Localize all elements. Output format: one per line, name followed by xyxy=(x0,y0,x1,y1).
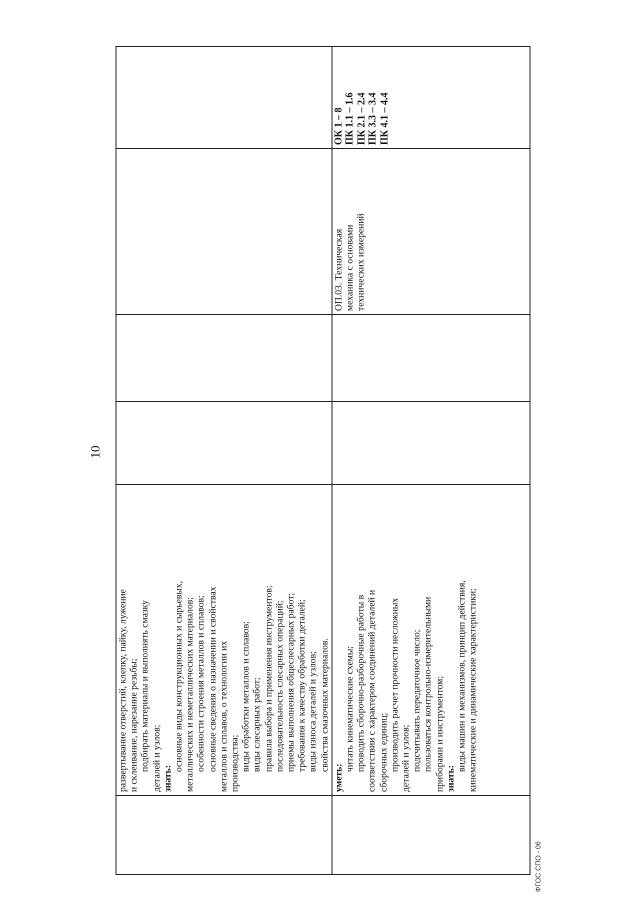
competency-code: ПК 1.1 – 1.6 xyxy=(344,92,356,145)
text-line: производства; xyxy=(229,734,241,792)
text-line: производить расчет прочности несложных xyxy=(389,597,401,772)
text-line: металлических и неметаллических материалов; xyxy=(184,597,196,792)
discipline-line: технических измерений xyxy=(355,213,367,311)
text-line: подсчитывать передаточное число; xyxy=(411,629,423,772)
discipline-line: механика с основами xyxy=(344,224,356,311)
competency-code: ПК 2.1 – 2.4 xyxy=(356,92,368,145)
text-line: виды машин и механизмов, принцип действия, xyxy=(456,580,468,772)
text-line: свойства смазочных материалов. xyxy=(319,638,331,772)
competency-code: ПК 3.3 – 3.4 xyxy=(367,92,379,145)
text-line: и склеивание, нарезание резьбы; xyxy=(128,658,140,792)
table-cell-empty xyxy=(116,315,332,402)
table-row xyxy=(332,47,530,875)
table-cell-empty xyxy=(116,47,332,149)
table-cell-requirements xyxy=(116,485,332,796)
footer-label: ФГОС СПО - 06 xyxy=(535,841,543,892)
table-cell-index xyxy=(332,796,530,875)
text-line: виды обработки металлов и сплавов; xyxy=(240,621,252,772)
section-heading: уметь: xyxy=(333,763,345,792)
text-line: проводить сборочно-разборочные работы в xyxy=(355,594,367,772)
text-line: правила выбора и применения инструментов; xyxy=(263,585,275,772)
text-line: соответствии с характером соединений деталей и xyxy=(366,589,378,792)
text-line: сборочных единиц; xyxy=(378,712,390,792)
text-line: деталей и узлов; xyxy=(151,724,163,792)
text-line: требования к качеству обработки деталей; xyxy=(296,599,308,772)
text-line: пользоваться контрольно-измерительными xyxy=(422,596,434,772)
text-line: читать кинематические схемы; xyxy=(344,646,356,772)
competency-code: ОК 1 – 8 xyxy=(333,107,345,145)
text-line: деталей и узлов; xyxy=(400,724,412,792)
text-line: последовательность слесарных операций; xyxy=(274,600,286,772)
table-cell-discipline xyxy=(332,149,530,315)
text-line: особенности строения металлов и сплавов; xyxy=(195,595,207,772)
text-line: развертывание отверстий, клепку, пайку, лужение xyxy=(117,589,129,792)
text-line: приемы выполнения общеслесарных работ; xyxy=(285,592,297,772)
section-heading: знать: xyxy=(445,765,457,792)
table-cell-index xyxy=(116,796,332,875)
table-cell-empty xyxy=(116,402,332,485)
text-line: виды слесарных работ; xyxy=(251,677,263,772)
section-heading: знать: xyxy=(162,765,174,792)
rotated-landscape-page xyxy=(66,17,575,892)
curriculum-table xyxy=(116,46,531,875)
text-line: кинематические и динамические характеристики; xyxy=(467,588,479,792)
text-line: основные сведения о назначении и свойствах xyxy=(207,586,219,772)
table-row xyxy=(116,47,332,875)
table-cell-empty xyxy=(332,402,530,485)
table-cell-competencies xyxy=(332,47,530,149)
text-line: приборами и инструментом; xyxy=(434,676,446,792)
text-line: виды износа деталей и узлов; xyxy=(307,651,319,772)
discipline-line: ОП.03. Техническая xyxy=(333,228,345,311)
competency-code: ПК 4.1 – 4.4 xyxy=(379,92,391,145)
text-line: подбирать материалы и выполнять смазку xyxy=(139,600,151,772)
table-cell-requirements xyxy=(332,485,530,796)
table-cell-empty xyxy=(116,149,332,315)
page-number: 10 xyxy=(87,445,103,459)
text-line: металлов и сплавов, о технологии их xyxy=(218,640,230,792)
text-line: основные виды конструкционных и сырьевых, xyxy=(173,581,185,772)
table-cell-empty xyxy=(332,315,530,402)
